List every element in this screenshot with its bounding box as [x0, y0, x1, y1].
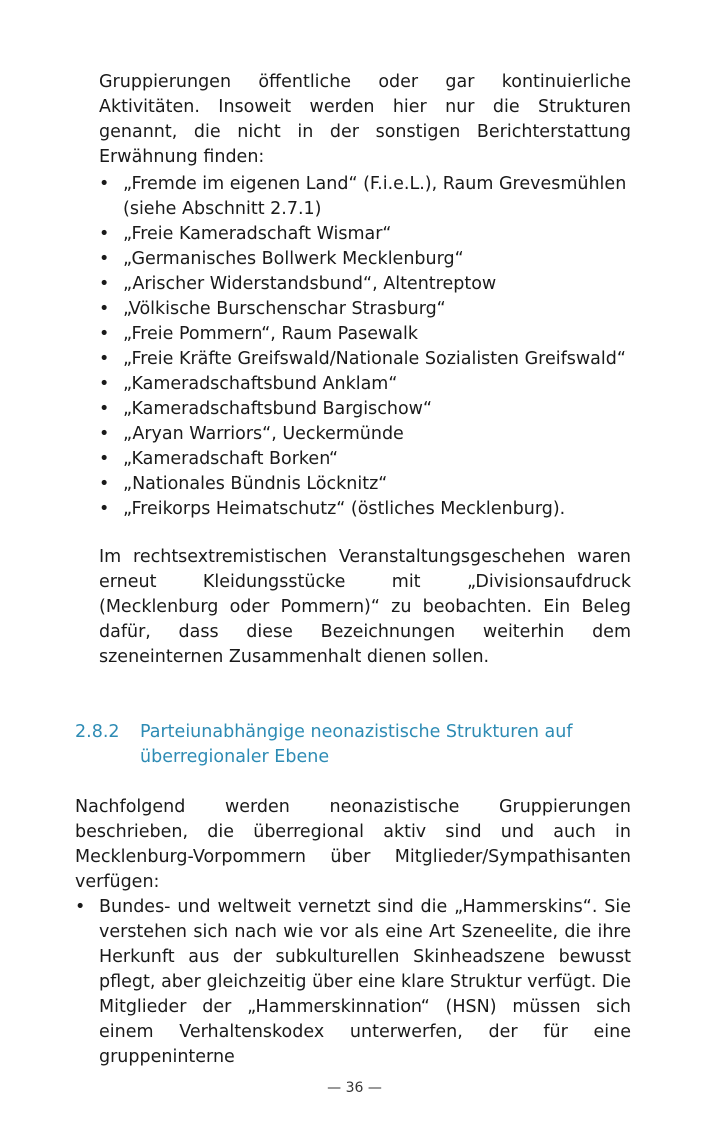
list-item	[99, 347, 639, 372]
list-item	[99, 472, 639, 497]
bullet-icon: •	[99, 449, 110, 469]
section-title: Parteiunabhängige neonazistische Strukturen auf überregionaler Ebene	[140, 722, 573, 767]
list-item-text: „Freie Pommern“, Raum Pasewalk	[123, 324, 419, 344]
list-item	[99, 397, 639, 422]
list-item	[99, 172, 639, 222]
list-item	[99, 247, 639, 272]
clothing-paragraph: Im rechtsextremistischen Veranstaltungsgeschehen waren erneut Kleidungsstücke mit „Divisionsaufdruck (Mecklenburg oder Pommern)“ zu beobachten. Ein Beleg dafür, dass diese Bezeichnungen weiterhin dem szeneinternen Zusammenhalt dienen sollen.	[99, 547, 631, 667]
list-item-text: „Freie Kräfte Greifswald/Nationale Sozialisten Greifswald“	[123, 349, 626, 369]
list-item	[99, 272, 639, 297]
bullet-icon: •	[99, 274, 110, 294]
list-item-text: „Arischer Widerstandsbund“, Altentreptow	[123, 274, 497, 294]
section-heading	[75, 720, 635, 770]
section-number: 2.8.2	[75, 722, 120, 742]
section-intro-paragraph: Nachfolgend werden neonazistische Gruppierungen beschrieben, die überregional aktiv sind und auch in Mecklenburg-Vorpommern über Mitglieder/Sympathisanten verfügen:	[75, 797, 631, 892]
bullet-icon: •	[99, 299, 110, 319]
bullet-icon: •	[99, 324, 110, 344]
bullet-icon: •	[99, 349, 110, 369]
bullet-icon: •	[99, 249, 110, 269]
list-item-text: „Freie Kameradschaft Wismar“	[123, 224, 392, 244]
list-item-text: „Aryan Warriors“, Ueckermünde	[123, 424, 404, 444]
intro-paragraph: Gruppierungen öffentliche oder gar kontinuierliche Aktivitäten. Insoweit werden hier nur die Strukturen genannt, die nicht in der sonstigen Berichterstattung Erwähnung finden:	[99, 72, 631, 167]
list-item-text: „Nationales Bündnis Löcknitz“	[123, 474, 388, 494]
list-item-text: „Fremde im eigenen Land“ (F.i.e.L.), Raum Grevesmühlen (siehe Abschnitt 2.7.1)	[123, 174, 627, 219]
list-item	[99, 497, 639, 522]
list-item-text: „Kameradschaft Borken“	[123, 449, 339, 469]
section-bullet-list	[75, 895, 631, 1070]
bullet-icon: •	[99, 374, 110, 394]
list-item-text: „Germanisches Bollwerk Mecklenburg“	[123, 249, 464, 269]
bullet-icon: •	[99, 174, 110, 194]
list-item-text: „Kameradschaftsbund Bargischow“	[123, 399, 433, 419]
bullet-icon: •	[99, 499, 110, 519]
list-item	[99, 222, 639, 247]
bullet-icon: •	[99, 399, 110, 419]
bullet-icon: •	[75, 897, 86, 917]
list-item	[99, 447, 639, 472]
page-number: — 36 —	[327, 1080, 382, 1096]
list-item	[99, 422, 639, 447]
list-item	[99, 372, 639, 397]
bullet-icon: •	[99, 474, 110, 494]
list-item	[99, 297, 639, 322]
bullet-icon: •	[99, 224, 110, 244]
list-item-text: „Freikorps Heimatschutz“ (östliches Mecklenburg).	[123, 499, 566, 519]
list-item	[75, 895, 631, 1070]
list-item-text: Bundes- und weltweit vernetzt sind die „Hammerskins“. Sie verstehen sich nach wie vor als eine Art Szeneelite, die ihre Herkunft aus der subkulturellen Skinheadszene bewusst pflegt, aber gleichzeitig über eine klare Struktur verfügt. Die Mitglieder der „Hammerskinnation“ (HSN) müssen sich einem Verhaltenskodex unterwerfen, der für eine gruppeninterne	[99, 897, 631, 1067]
group-list	[99, 172, 639, 522]
bullet-icon: •	[99, 424, 110, 444]
list-item-text: „Völkische Burschenschar Strasburg“	[123, 299, 446, 319]
list-item	[99, 322, 639, 347]
list-item-text: „Kameradschaftsbund Anklam“	[123, 374, 398, 394]
